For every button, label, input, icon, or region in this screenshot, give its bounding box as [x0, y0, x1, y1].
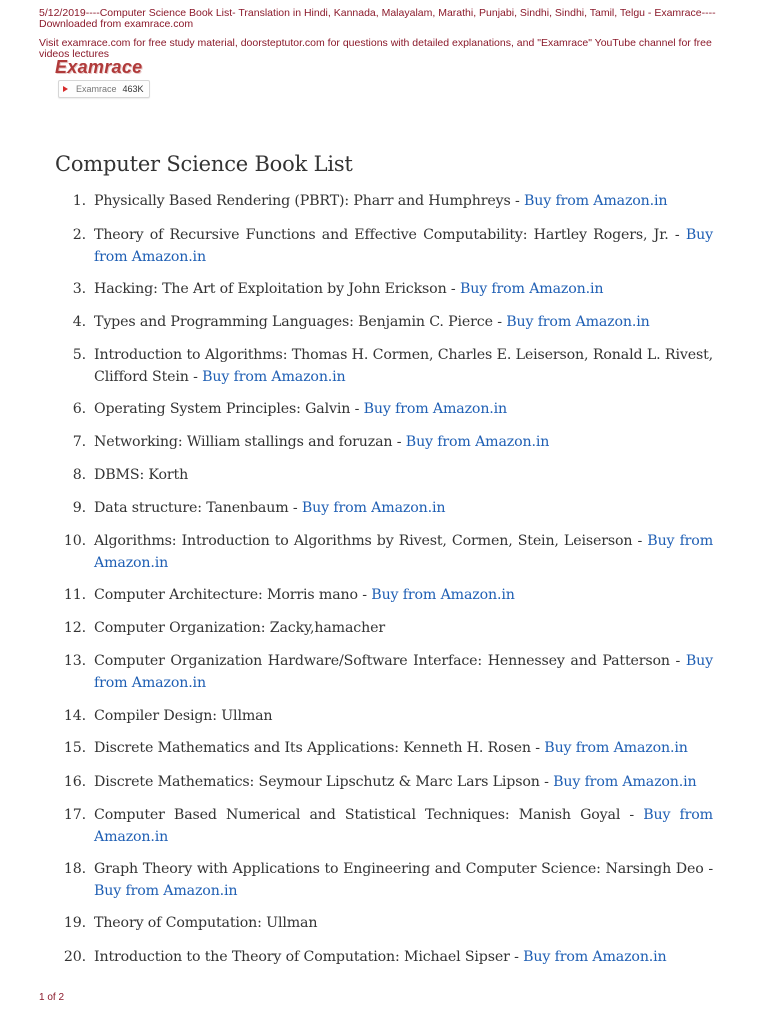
book-number: 11.: [63, 587, 86, 603]
header-visit-note: Visit examrace.com for free study material, doorsteptutor.com for questions with detailed explanations, and "Examrace" YouTube channel for free videos lectures: [39, 37, 712, 60]
book-list-item: 2. Theory of Recursive Functions and Effective Computability: Hartley Rogers, Jr. - Buy from Amazon.in: [94, 224, 713, 268]
book-title: DBMS: Korth: [94, 467, 189, 483]
book-number: 18.: [63, 861, 86, 877]
book-title: Computer Organization: Zacky,hamacher: [94, 620, 385, 636]
book-number: 9.: [72, 500, 86, 516]
book-list-item: 1. Physically Based Rendering (PBRT): Pharr and Humphreys - Buy from Amazon.in: [94, 190, 713, 212]
buy-from-amazon-link[interactable]: Buy from Amazon.in: [405, 434, 550, 450]
book-title: Theory of Recursive Functions and Effective Computability: Hartley Rogers, Jr.: [94, 227, 669, 243]
book-list-item: 5. Introduction to Algorithms: Thomas H. Cormen, Charles E. Leiserson, Ronald L. Rivest, Clifford Stein - Buy from Amazon.in: [94, 344, 713, 388]
book-number: 17.: [63, 807, 86, 823]
book-number: 1.: [72, 193, 86, 209]
book-number: 10.: [63, 533, 86, 549]
book-title: Computer Organization Hardware/Software Interface: Hennessey and Patterson: [94, 653, 670, 669]
book-title: Operating System Principles: Galvin: [94, 401, 351, 417]
buy-from-amazon-link[interactable]: Buy from Amazon.in: [301, 500, 446, 516]
youtube-subscribe-badge[interactable]: [58, 80, 150, 98]
book-list-item: 11. Computer Architecture: Morris mano - Buy from Amazon.in: [94, 584, 713, 606]
youtube-subscriber-count: 463K: [122, 84, 144, 94]
buy-from-amazon-link[interactable]: Buy from Amazon.in: [202, 369, 346, 385]
book-list-item: 20. Introduction to the Theory of Computation: Michael Sipser - Buy from Amazon.in: [94, 946, 713, 968]
book-list-item: 10. Algorithms: Introduction to Algorithms by Rivest, Cormen, Stein, Leiserson - Buy from Amazon.in: [94, 530, 713, 574]
book-title: Data structure: Tanenbaum: [94, 500, 289, 516]
book-title: Discrete Mathematics: Seymour Lipschutz & Marc Lars Lipson: [94, 774, 540, 790]
book-title: Introduction to the Theory of Computation: Michael Sipser: [94, 949, 510, 965]
book-list-item: 3. Hacking: The Art of Exploitation by John Erickson - Buy from Amazon.in: [94, 278, 713, 300]
buy-from-amazon-link[interactable]: Buy from Amazon.in: [94, 227, 714, 265]
book-list-item: 13. Computer Organization Hardware/Software Interface: Hennessey and Patterson - Buy from Amazon.in: [94, 650, 713, 694]
book-title: Physically Based Rendering (PBRT): Pharr and Humphreys: [94, 193, 511, 209]
book-number: 6.: [72, 401, 86, 417]
buy-from-amazon-link[interactable]: Buy from Amazon.in: [553, 774, 697, 790]
book-list-item: [63, 705, 713, 727]
book-number: 2.: [72, 227, 86, 243]
book-number: 20.: [63, 949, 86, 965]
book-number: 8.: [72, 467, 86, 483]
book-title: Graph Theory with Applications to Engineering and Computer Science: Narsingh Deo: [94, 861, 704, 877]
book-list-item: [63, 912, 713, 934]
buy-from-amazon-link[interactable]: Buy from Amazon.in: [94, 653, 713, 691]
book-number: 4.: [72, 314, 86, 330]
book-number: 15.: [63, 740, 86, 756]
buy-from-amazon-link[interactable]: Buy from Amazon.in: [94, 807, 713, 845]
book-number: 7.: [72, 434, 86, 450]
book-number: 12.: [63, 620, 86, 636]
book-list-item: 15. Discrete Mathematics and Its Applications: Kenneth H. Rosen - Buy from Amazon.in: [94, 737, 713, 759]
youtube-play-icon: [63, 86, 68, 92]
buy-from-amazon-link[interactable]: Buy from Amazon.in: [523, 193, 668, 209]
page-title: Computer Science Book List: [55, 152, 353, 176]
buy-from-amazon-link[interactable]: Buy from Amazon.in: [371, 587, 515, 603]
book-title: Algorithms: Introduction to Algorithms by Rivest, Cormen, Stein, Leiserson: [94, 533, 633, 549]
book-title: Theory of Computation: Ullman: [94, 915, 318, 931]
book-number: 3.: [72, 281, 86, 297]
book-number: 13.: [63, 653, 86, 669]
book-title: Compiler Design: Ullman: [94, 708, 273, 724]
buy-from-amazon-link[interactable]: Buy from Amazon.in: [544, 740, 688, 756]
book-list-item: 4. Types and Programming Languages: Benjamin C. Pierce - Buy from Amazon.in: [94, 311, 713, 333]
book-number: 19.: [63, 915, 86, 931]
buy-from-amazon-link[interactable]: Buy from Amazon.in: [94, 883, 238, 899]
examrace-logo[interactable]: Examrace: [55, 57, 143, 77]
book-title: Types and Programming Languages: Benjamin C. Pierce: [94, 314, 493, 330]
header-download-note: 5/12/2019----Computer Science Book List- Translation in Hindi, Kannada, Malayalam, Marathi, Punjabi, Sindhi, Sindhi, Tamil, Telgu - Examrace----Downloaded from examrace.com: [39, 7, 716, 30]
book-list-item: 17. Computer Based Numerical and Statistical Techniques: Manish Goyal - Buy from Amazon.in: [94, 804, 713, 848]
youtube-channel-name: Examrace: [76, 84, 117, 94]
book-title: Hacking: The Art of Exploitation by John Erickson: [94, 281, 447, 297]
book-title: Computer Based Numerical and Statistical Techniques: Manish Goyal: [94, 807, 621, 823]
buy-from-amazon-link[interactable]: Buy from Amazon.in: [459, 281, 604, 297]
book-list-item: 7. Networking: William stallings and foruzan - Buy from Amazon.in: [94, 431, 713, 453]
book-list-item: 9. Data structure: Tanenbaum - Buy from Amazon.in: [94, 497, 713, 519]
book-list-item: 16. Discrete Mathematics: Seymour Lipschutz & Marc Lars Lipson - Buy from Amazon.in: [94, 771, 713, 793]
buy-from-amazon-link[interactable]: Buy from Amazon.in: [94, 533, 713, 571]
buy-from-amazon-link[interactable]: Buy from Amazon.in: [506, 314, 650, 330]
page-number: 1 of 2: [39, 992, 65, 1003]
book-number: 14.: [63, 708, 86, 724]
book-number: 16.: [63, 774, 86, 790]
book-number: 5.: [72, 347, 86, 363]
book-list-item: [72, 464, 713, 486]
book-title: Computer Architecture: Morris mano: [94, 587, 358, 603]
book-title: Networking: William stallings and foruzan: [94, 434, 393, 450]
book-title: Introduction to Algorithms: Thomas H. Cormen, Charles E. Leiserson, Ronald L. Rivest, Clifford Stein: [94, 347, 713, 385]
book-list-item: [63, 617, 713, 639]
book-title: Discrete Mathematics and Its Applications: Kenneth H. Rosen: [94, 740, 531, 756]
buy-from-amazon-link[interactable]: Buy from Amazon.in: [523, 949, 667, 965]
book-list-item: 18. Graph Theory with Applications to Engineering and Computer Science: Narsingh Deo - Buy from Amazon.in: [94, 858, 713, 902]
book-list-item: 6. Operating System Principles: Galvin - Buy from Amazon.in: [94, 398, 713, 420]
buy-from-amazon-link[interactable]: Buy from Amazon.in: [363, 401, 508, 417]
